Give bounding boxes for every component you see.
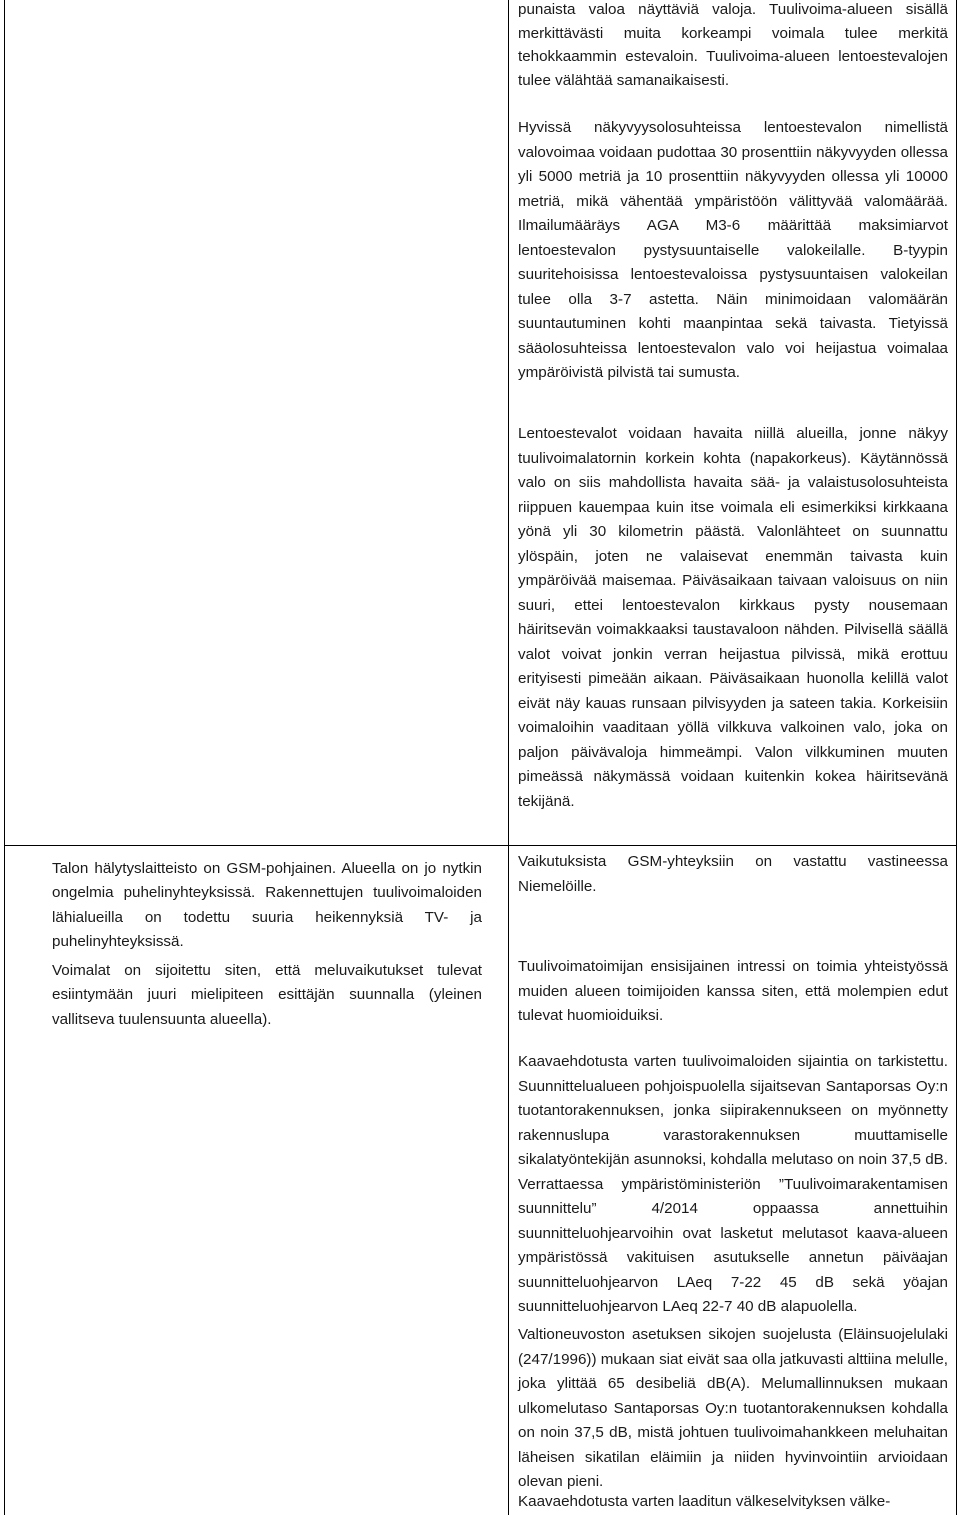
- paragraph-noise-levels: Kaavaehdotusta varten tuulivoimaloiden sijaintia on tarkistettu. Suunnittelualueen pohjoispuolella sijaitsevan Santaporsas Oy:n tuotantorakennuksen, jonka siipirakennukseen on myönnetty rakennuslupa varastorakennuksen muuttamiselle sikalatyöntekijän asunnoksi, kohdalla melutaso on noin 37,5 dB. Verrattaessa ympäristöministeriön ”Tuulivoimarakentamisen suunnittelu” 4/2014 oppaassa annettuihin suunnitteluohjearvoihin ovat lasketut melutasot kaava-alueen ympäristössä vakituisen asutukselle annetun päiväajan suunnitteluohjearvon LAeq 7-22 45 dB sekä yöajan suunnitteluohjearvon LAeq 22-7 40 dB alapuolella.: [518, 1053, 948, 1315]
- table-row-2-left-cell: [52, 845, 482, 1515]
- table-row-1-right-cell: [518, 0, 948, 845]
- table-row-1-left-cell: [5, 0, 508, 845]
- table-column-divider: [508, 0, 509, 1515]
- paragraph-light-visibility: Lentoestevalot voidaan havaita niillä alueilla, jonne näkyy tuulivoimalatornin korkein kohta (napakorkeus). Käytännössä valo on siis mahdollista havaita sää- ja valaistusolosuhteista riippuen kauempaa kuin itse voimala eli esimerkiksi kirkkaana yönä yli 30 kilometrin päästä. Valonlähteet on suunnattu ylöspäin, joten ne valaisevat enemmän taivasta kuin ympäröivää maisemaa. Päiväsaikaan taivaan valoisuus on niin suuri, ettei lentoestevalon kirkkaus pysty nousemaan häiritsevän voimakkaaksi taustavaloon nähden. Pilvisellä säällä valot voivat jonkin verran heijastua pilvissä, mikä erottuu erityisesti pimeään aikaan. Päiväsaikaan huonolla kelillä valot eivät näy kauas runsaan pilvisyyden ja sateen takia. Korkeisiin voimaloihin vaaditaan yöllä vilkkuva valkoinen valo, joka on paljon päivävaloja himmeämpi. Valon vilkkuminen muuten pimeässä näkymässä voidaan kuitenkin kokea häiritsevänä tekijänä.: [518, 425, 948, 810]
- table-row-2-right-cell: [518, 845, 948, 1515]
- paragraph-cooperation: Tuulivoimatoimijan ensisijainen intressi on toimia yhteistyössä muiden alueen toimijoiden kanssa siten, että molempien edut tulevat huomioiduiksi.: [518, 958, 948, 1024]
- paragraph-light-intensity: Hyvissä näkyvyysolosuhteissa lentoestevalon nimellistä valovoimaa voidaan pudottaa 30 prosenttiin näkyvyyden ollessa yli 5000 metriä ja 10 prosenttiin näkyvyyden ollessa yli 10000 metriä, mikä vähentää ympäristöön välittyvää valomäärää. Ilmailumääräys AGA M3-6 määrittää maksimiarvot lentoestevalon pystysuuntaiselle valokeilalle. B-tyypin suuritehoisissa lentoestevaloissa pystysuuntaisen valokeilan tulee olla 3-7 astetta. Näin minimoidaan valomäärän suuntautuminen kohti maanpintaa sekä taivasta. Tietyissä sääolosuhteissa lentoestevalon valo voi heijastua voimalaa ympäröivistä pilvistä tai sumusta.: [518, 119, 948, 381]
- table-border-right: [956, 0, 957, 1515]
- paragraph-gsm-alarm: Talon hälytyslaitteisto on GSM-pohjainen. Alueella on jo nytkin ongelmia puhelinyhteyksissä. Rakennettujen tuulivoimaloiden lähialueilla on todettu suuria heikennyksiä TV- ja puhelinyhteyksissä.: [52, 860, 482, 951]
- paragraph-warning-light-colors: punaista valoa näyttäviä valoja. Tuulivoima-alueen sisällä merkittävästi muita korkeampi voimala tulee merkitä tehokkaammin estevaloin. Tuulivoima-alueen lentoestevalojen tulee välähtää samanaikaisesti.: [518, 1, 948, 89]
- paragraph-flicker-study: Kaavaehdotusta varten laaditun välkeselvityksen välke-: [518, 1493, 891, 1510]
- paragraph-gsm-response: Vaikutuksista GSM-yhteyksiin on vastattu vastineessa Niemelöille.: [518, 853, 948, 895]
- paragraph-noise-direction: Voimalat on sijoitettu siten, että meluvaikutukset tulevat esiintymään juuri mielipiteen esittäjän suunnalla (yleinen vallitseva tuulensuunta alueella).: [52, 962, 482, 1028]
- paragraph-pig-protection: Valtioneuvoston asetuksen sikojen suojelusta (Eläinsuojelulaki (247/1996)) mukaan siat eivät saa olla jatkuvasti alttiina melulle, joka ylittää 65 desibeliä dB(A). Melumallinnuksen mukaan ulkomelutaso Santaporsas Oy:n tuotantorakennuksen kohdalla on noin 37,5 dB, mistä johtuen tuulivoimahankkeen meluhaitan läheisen sikatilan eläimiin ja niiden hyvinvointiin arvioidaan olevan pieni.: [518, 1326, 948, 1490]
